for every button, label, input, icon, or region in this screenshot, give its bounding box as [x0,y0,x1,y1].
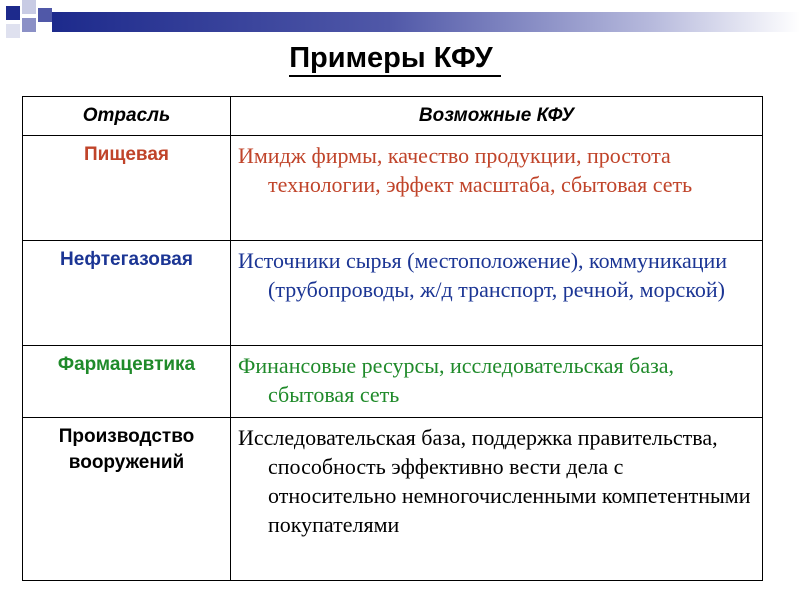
table-row [23,136,763,241]
kfu-cell: Исследовательская база, поддержка правительства, способность эффективно вести дела с относительно немногочисленными компетентными покупателями [231,418,763,581]
table-header-row [23,97,763,136]
industry-cell: Фармацевтика [23,346,231,418]
table-row [23,241,763,346]
kfu-table [22,96,763,581]
industry-cell: Пищевая [23,136,231,241]
slide-title: Примеры КФУ [289,42,501,77]
header-industry: Отрасль [23,97,231,136]
decor-square [6,6,20,20]
decor-square [6,24,20,38]
slide-header-decoration [0,0,800,40]
table-row [23,418,763,581]
decor-square [22,0,36,14]
slide-title-wrap [0,42,790,75]
table-row [23,346,763,418]
kfu-cell: Финансовые ресурсы, исследовательская база, сбытовая сеть [231,346,763,418]
decor-square [22,18,36,32]
kfu-cell: Имидж фирмы, качество продукции, простота технологии, эффект масштаба, сбытовая сеть [231,136,763,241]
industry-cell: Нефтегазовая [23,241,231,346]
decor-square [38,8,52,22]
kfu-cell: Источники сырья (местоположение), коммуникации (трубопроводы, ж/д транспорт, речной, морской) [231,241,763,346]
header-kfu: Возможные КФУ [231,97,763,136]
header-gradient-bar [52,12,800,32]
industry-cell: Производство вооружений [23,418,231,581]
